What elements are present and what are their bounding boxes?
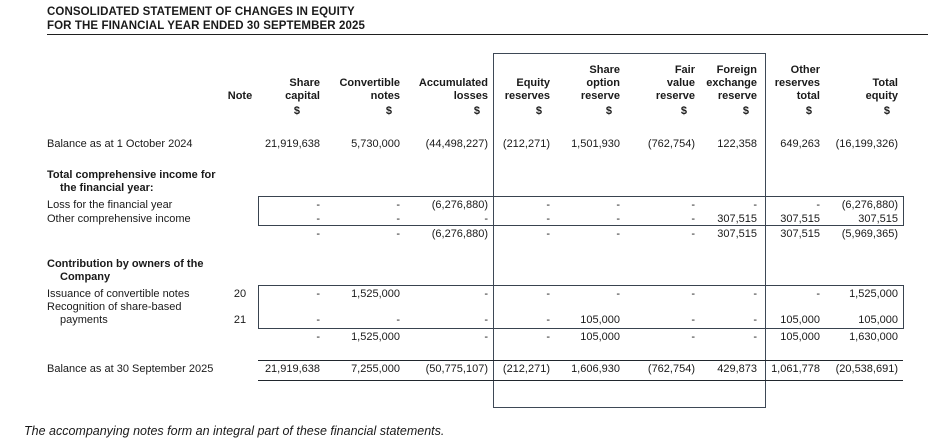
value-cell: 21,919,638: [264, 363, 320, 375]
value-cell: -: [546, 331, 550, 343]
table-row: [47, 331, 898, 344]
row-label: Issuance of convertible notes: [47, 288, 190, 300]
value-cell: -: [616, 288, 620, 300]
value-cell: -: [316, 314, 320, 326]
value-cell: 1,525,000: [351, 331, 400, 343]
row-label: Balance as at 1 October 2024: [47, 138, 193, 150]
value-cell: 307,515: [717, 213, 757, 225]
currency-symbol-share-capital: $: [293, 105, 300, 117]
section-label: Company: [60, 271, 111, 283]
reserves-group-box: [493, 53, 766, 408]
value-cell: 1,525,000: [849, 288, 898, 300]
value-cell: -: [546, 288, 550, 300]
header-line: Foreign: [716, 64, 757, 76]
currency-symbol-other-reserves-total: $: [805, 105, 812, 117]
title-underline: [47, 34, 928, 35]
note-ref: [225, 331, 255, 344]
section-label: Total comprehensive income for: [47, 169, 216, 181]
note-ref: 21: [233, 314, 247, 326]
row-label: Loss for the financial year: [47, 199, 173, 211]
value-cell: -: [691, 213, 695, 225]
header-line: Accumulated: [418, 77, 488, 89]
header-line: Share: [289, 77, 320, 89]
header-line: Fair: [674, 64, 695, 76]
note-ref: [225, 138, 255, 151]
value-cell: 105,000: [858, 314, 898, 326]
header-line: reserves: [504, 90, 550, 102]
value-cell: -: [316, 228, 320, 240]
value-cell: -: [316, 199, 320, 211]
footer-note: The accompanying notes form an integral part of these financial statements.: [24, 424, 445, 438]
header-line: total: [796, 90, 820, 102]
comprehensive-income-box: [258, 196, 904, 226]
currency-symbol-convertible-notes: $: [385, 105, 392, 117]
note-ref: [225, 199, 255, 212]
value-cell: -: [816, 288, 820, 300]
value-cell: (20,538,691): [835, 363, 898, 375]
currency-symbol-equity-reserves: $: [535, 105, 542, 117]
value-cell: -: [316, 213, 320, 225]
row-label: payments: [60, 314, 108, 326]
column-header-other-reserves-total: [757, 64, 820, 103]
row-label: [47, 228, 225, 241]
header-line: value: [666, 77, 695, 89]
header-line: Share: [589, 64, 620, 76]
header-line: Total: [872, 77, 898, 89]
value-cell: 1,501,930: [571, 138, 620, 150]
value-cell: -: [546, 228, 550, 240]
column-header-convertible-notes: [320, 77, 400, 103]
currency-symbol-share-option-reserve: $: [605, 105, 612, 117]
table-row: [47, 138, 898, 151]
table-row: [47, 363, 898, 376]
value-cell: -: [396, 228, 400, 240]
value-cell: -: [616, 213, 620, 225]
value-cell: 307,515: [858, 213, 898, 225]
column-header-note: Note: [227, 90, 253, 102]
title-line2: FOR THE FINANCIAL YEAR ENDED 30 SEPTEMBER 2025: [47, 19, 365, 32]
table-currency-row: [47, 105, 898, 118]
value-cell: -: [546, 314, 550, 326]
table-row: [47, 182, 898, 195]
column-header-share-capital: [255, 77, 320, 103]
value-cell: 21,919,638: [264, 138, 320, 150]
value-cell: -: [691, 314, 695, 326]
table-row: [47, 258, 898, 271]
value-cell: -: [484, 331, 488, 343]
value-cell: -: [616, 199, 620, 211]
value-cell: (212,271): [502, 363, 550, 375]
value-cell: -: [396, 314, 400, 326]
header-line: Convertible: [339, 77, 400, 89]
dollar-spacer-note: [225, 105, 255, 118]
value-cell: 122,358: [717, 138, 757, 150]
row-label: Balance as at 30 September 2025: [47, 363, 214, 375]
value-cell: 307,515: [780, 213, 820, 225]
value-cell: -: [753, 288, 757, 300]
row-label: Recognition of share-based: [47, 301, 182, 313]
value-cell: -: [484, 314, 488, 326]
value-cell: (762,754): [647, 363, 695, 375]
value-cell: -: [691, 331, 695, 343]
value-cell: 5,730,000: [351, 138, 400, 150]
dollar-spacer: [47, 105, 225, 118]
value-cell: -: [753, 199, 757, 211]
table-header-row: [47, 55, 898, 103]
value-cell: (6,276,880): [431, 228, 488, 240]
value-cell: -: [546, 213, 550, 225]
currency-symbol-fair-value-reserve: $: [680, 105, 687, 117]
value-cell: 7,255,000: [351, 363, 400, 375]
value-cell: 1,525,000: [351, 288, 400, 300]
column-header-total-equity: [820, 77, 898, 103]
currency-symbol-accumulated-losses: $: [473, 105, 480, 117]
header-line: reserve: [717, 90, 757, 102]
header-line: exchange: [706, 77, 757, 89]
row-label: [47, 331, 225, 344]
value-cell: -: [816, 199, 820, 211]
value-cell: (16,199,326): [835, 138, 898, 150]
value-cell: (6,276,880): [431, 199, 488, 211]
row-label: Other comprehensive income: [47, 213, 191, 225]
column-header-accumulated-losses: [400, 77, 488, 103]
header-line: capital: [285, 90, 320, 102]
value-cell: 429,873: [717, 363, 757, 375]
title-line1: CONSOLIDATED STATEMENT OF CHANGES IN EQUITY: [47, 6, 355, 18]
owner-contributions-box: [258, 285, 904, 329]
value-cell: -: [316, 331, 320, 343]
value-cell: -: [691, 228, 695, 240]
value-cell: 1,606,930: [571, 363, 620, 375]
value-cell: (44,498,227): [425, 138, 488, 150]
value-cell: 105,000: [780, 314, 820, 326]
value-cell: -: [396, 213, 400, 225]
value-cell: -: [316, 288, 320, 300]
table-row: [47, 228, 898, 241]
section-label: the financial year:: [60, 182, 154, 194]
note-ref: [225, 363, 255, 376]
value-cell: 1,630,000: [849, 331, 898, 343]
value-cell: (762,754): [647, 138, 695, 150]
value-cell: -: [691, 199, 695, 211]
value-cell: (212,271): [502, 138, 550, 150]
value-cell: -: [691, 288, 695, 300]
note-ref: [225, 228, 255, 241]
value-cell: -: [396, 199, 400, 211]
currency-symbol-foreign-exchange-reserve: $: [742, 105, 749, 117]
value-cell: 307,515: [717, 228, 757, 240]
header-line: Other: [790, 64, 820, 76]
currency-symbol-total-equity: $: [883, 105, 890, 117]
header-line: equity: [865, 90, 898, 102]
value-cell: -: [484, 213, 488, 225]
header-line: option: [586, 77, 620, 89]
value-cell: (50,775,107): [425, 363, 488, 375]
value-cell: -: [753, 331, 757, 343]
value-cell: 105,000: [580, 331, 620, 343]
header-line: Equity: [516, 77, 550, 89]
note-ref: 20: [233, 288, 247, 300]
header-line: losses: [453, 90, 488, 102]
value-cell: 1,061,778: [771, 363, 820, 375]
value-cell: (5,969,365): [841, 228, 898, 240]
value-cell: -: [616, 228, 620, 240]
table-row: [47, 271, 898, 284]
value-cell: (6,276,880): [841, 199, 898, 211]
closing-balance-bottom-rule: [258, 380, 903, 381]
closing-balance-top-rule: [258, 360, 903, 361]
value-cell: 105,000: [580, 314, 620, 326]
header-line: reserve: [655, 90, 695, 102]
header-line: reserve: [580, 90, 620, 102]
table-row: [47, 169, 898, 182]
value-cell: -: [484, 288, 488, 300]
value-cell: 649,263: [780, 138, 820, 150]
header-line: notes: [370, 90, 400, 102]
value-cell: 105,000: [780, 331, 820, 343]
section-label: Contribution by owners of the: [47, 258, 204, 270]
value-cell: -: [546, 199, 550, 211]
note-ref: [225, 213, 255, 226]
document-title: [47, 6, 365, 33]
header-line: reserves: [774, 77, 820, 89]
value-cell: 307,515: [780, 228, 820, 240]
value-cell: -: [753, 314, 757, 326]
